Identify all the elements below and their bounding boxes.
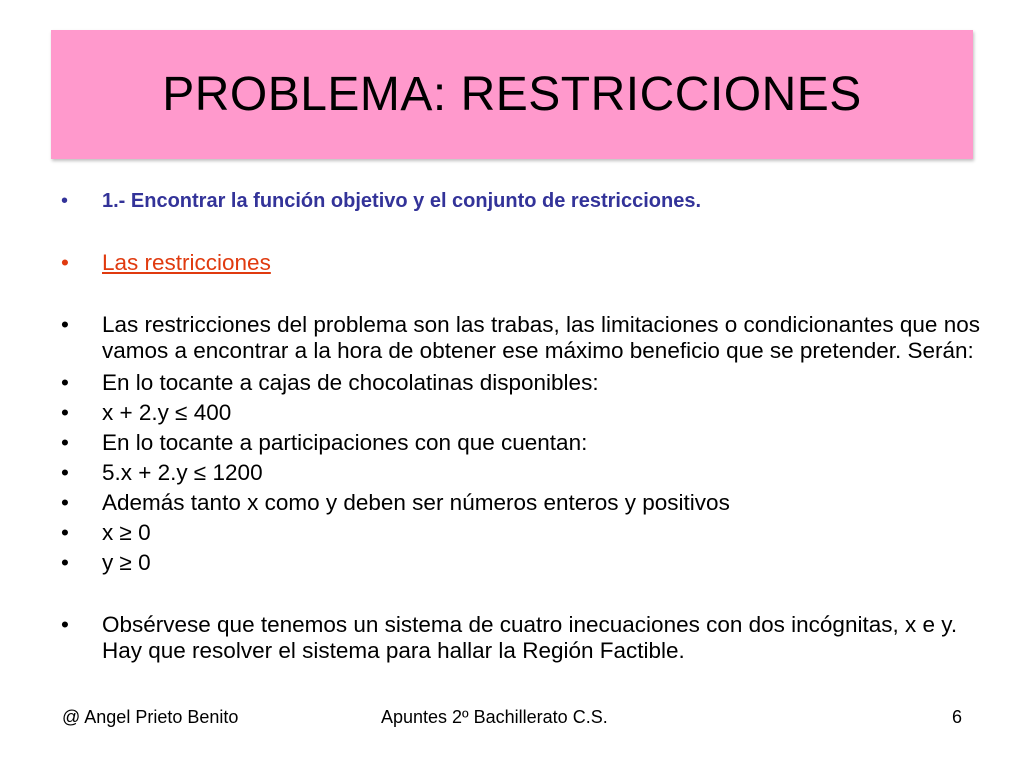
list-item-text: En lo tocante a participaciones con que cuentan: <box>102 430 588 455</box>
list-item-text: En lo tocante a cajas de chocolatinas disponibles: <box>102 370 599 395</box>
bullet-icon: • <box>61 250 69 275</box>
bullet-icon: • <box>61 400 69 425</box>
list-item-subheading <box>56 250 986 276</box>
list-item-text: Las restricciones del problema son las trabas, las limitaciones o condicionantes que nos vamos a encontrar a la hora de obtener ese máximo beneficio que se pretender. Serán: <box>102 312 980 363</box>
list-item-text: x ≥ 0 <box>102 520 151 545</box>
bullet-icon: • <box>61 550 69 575</box>
list-item-inequality <box>56 550 986 576</box>
list-item-inequality <box>56 460 986 486</box>
bullet-icon: • <box>61 430 69 455</box>
list-item-inequality <box>56 520 986 546</box>
bullet-icon: • <box>61 312 69 337</box>
bullet-list <box>56 188 986 664</box>
list-item <box>56 430 986 456</box>
list-item <box>56 312 986 364</box>
bullet-icon: • <box>61 460 69 485</box>
bullet-icon: • <box>61 190 69 212</box>
list-item-text: x + 2.y ≤ 400 <box>102 400 232 425</box>
list-item-text: Además tanto x como y deben ser números enteros y positivos <box>102 490 730 515</box>
page-number: 6 <box>952 707 963 727</box>
list-item-inequality <box>56 400 986 426</box>
subheading-text: Las restricciones <box>102 250 271 275</box>
list-item-text: Obsérvese que tenemos un sistema de cuatro inecuaciones con dos incógnitas, x e y. Hay que resolver el sistema para hallar la Región Factible. <box>102 612 958 663</box>
bullet-icon: • <box>61 520 69 545</box>
list-item <box>56 490 986 516</box>
bullet-icon: • <box>61 490 69 515</box>
list-item-text: 5.x + 2.y ≤ 1200 <box>102 460 263 485</box>
bullet-icon: • <box>61 370 69 395</box>
footer-course: Apuntes 2º Bachillerato C.S. <box>381 707 608 727</box>
list-item-text: y ≥ 0 <box>102 550 151 575</box>
page-title: PROBLEMA: RESTRICCIONES <box>162 68 862 121</box>
list-item-conclusion <box>56 612 986 664</box>
list-item-text: 1.- Encontrar la función objetivo y el conjunto de restricciones. <box>102 190 702 212</box>
list-item <box>56 370 986 396</box>
title-banner <box>51 30 973 159</box>
list-item-objective <box>56 188 986 214</box>
bullet-icon: • <box>61 612 69 637</box>
footer-author: @ Angel Prieto Benito <box>62 707 239 727</box>
